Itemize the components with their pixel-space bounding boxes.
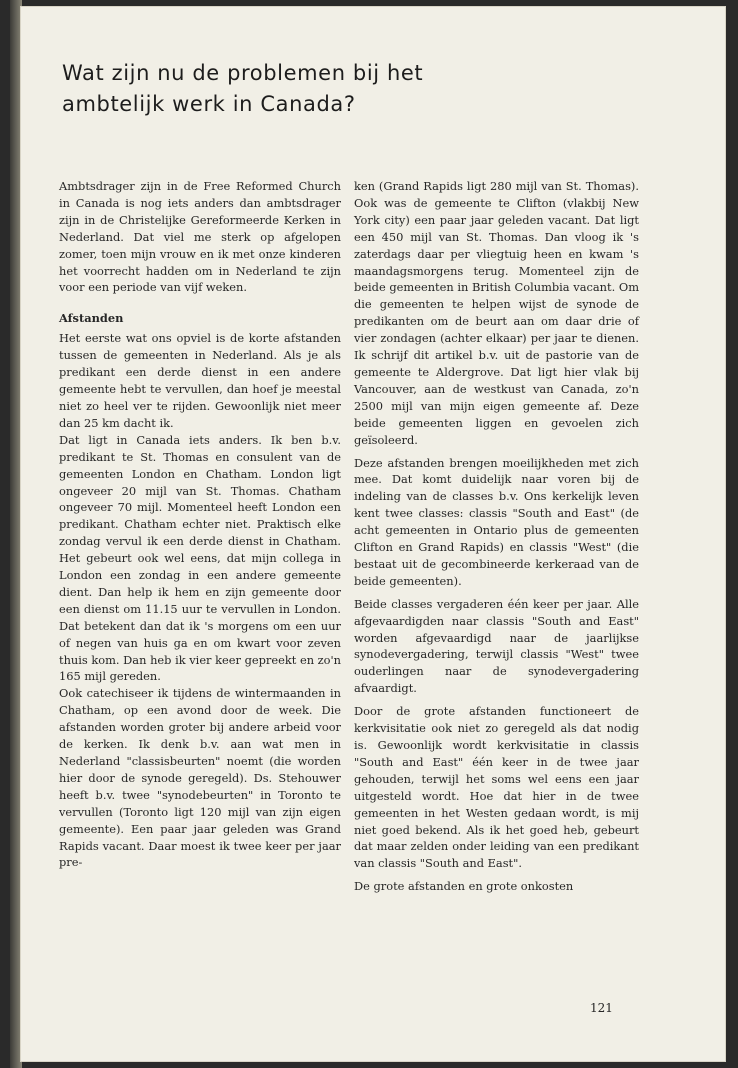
paragraph: De grote afstanden en grote onkosten <box>354 879 574 894</box>
section-heading: Afstanden <box>59 311 124 326</box>
paragraph: Door de grote afstanden functioneert de kerkvisitatie ook niet zo geregeld als dat nodig is. Gewoonlijk wordt kerkvisitatie in classis "South and East" één keer in de twee jaar gehouden, terwijl het soms wel eens een jaar uitgesteld wordt. Hoe dat hier in de twee gemeenten in het Westen gedaan wordt, is mij niet goed bekend. Als ik het goed heb, gebeurt dat maar zelden onder leiding van een predikant van classis "South and East". <box>354 704 639 871</box>
paragraph: Dat ligt in Canada iets anders. Ik ben b.v. predikant te St. Thomas en consulent van de gemeenten London en Chatham. London ligt ongeveer 20 mijl van St. Thomas. Chatham ongeveer 70 mijl. Momenteel heeft London een predikant. Chatham echter niet. Praktisch elke zondag vervul ik een derde dienst in Chatham. Het gebeurt ook wel eens, dat mijn collega in London een zondag in een andere gemeente dient. Dan help ik hem en zijn gemeente door een dienst om 11.15 uur te vervullen in London. Dat betekent dan dat ik 's morgens om een uur of negen van huis ga en om kwart voor zeven thuis kom. Dan heb ik vier keer gepreekt en zo'n 165 mijl gereden. <box>59 432 341 684</box>
right-column <box>354 178 639 901</box>
paragraph: Ook catechiseer ik tijdens de wintermaanden in Chatham, op een avond door de week. Die afstanden worden groter bij andere arbeid voor de kerken. Ik denk b.v. aan wat men in Nederland "classisbeurten" noemt (die worden hier door de synode geregeld). Ds. Stehouwer heeft b.v. twee "synodebeurten" in Toronto te vervullen (Toronto ligt 120 mijl van zijn eigen gemeente). Een paar jaar geleden was Grand Rapids vacant. Daar moest ik twee keer per jaar pre- <box>59 686 341 870</box>
left-column <box>59 178 341 871</box>
intro-paragraph: Ambtsdrager zijn in de Free Reformed Church in Canada is nog iets anders dan ambtsdrager zijn in de Christelijke Gereformeerde Kerken in Nederland. Dat viel me sterk op afgelopen zomer, toen mijn vrouw en ik met onze kinderen het voorrecht hadden om in Nederland te zijn voor een periode van vijf weken. <box>59 179 341 295</box>
paragraph: Deze afstanden brengen moeilijkheden met zich mee. Dat komt duidelijk naar voren bij de indeling van de classes b.v. Ons kerkelijk leven kent twee classes: classis "South and East" (de acht gemeenten in Ontario plus de gemeenten Clifton en Grand Rapids) en classis "West" (die bestaat uit de gecombineerde kerkeraad van de beide gemeenten). <box>354 455 639 588</box>
article-title: Wat zijn nu de problemen bij het ambtelijk werk in Canada? <box>62 61 424 116</box>
paragraph: Beide classes vergaderen één keer per jaar. Alle afgevaardigden naar classis "South and East" worden afgevaardigd naar de jaarlijkse synodevergadering, terwijl classis "West" twee ouderlingen naar de synodevergadering afvaardigt. <box>354 596 639 696</box>
paragraph: ken (Grand Rapids ligt 280 mijl van St. Thomas). Ook was de gemeente te Clifton (vlakbij New York city) een paar jaar geleden vacant. Dat ligt een 450 mijl van St. Thomas. Dan vloog ik 's zaterdags daar per vliegtuig heen en kwam 's maandagsmorgens terug. Momenteel zijn de beide gemeenten in British Columbia vacant. Om die gemeenten te helpen wijst de synode de predikanten om de beurt aan om daar drie of vier zondagen (achter elkaar) per jaar te dienen. Ik schrijf dit artikel b.v. uit de pastorie van de gemeente te Aldergrove. Dat ligt hier vlak bij Vancouver, aan de westkust van Canada, zo'n 2500 mijl van mijn eigen gemeente af. Deze beide gemeenten liggen en gevoelen zich geïsoleerd. <box>354 179 639 447</box>
paragraph: Het eerste wat ons opviel is de korte afstanden tussen de gemeenten in Nederland. Als je als predikant een derde dienst in een andere gemeente hebt te vervullen, dan hoef je meestal niet zo heel ver te rijden. Gewoonlijk niet meer dan 25 km dacht ik. <box>59 331 341 430</box>
page-number: 121 <box>590 1001 613 1015</box>
